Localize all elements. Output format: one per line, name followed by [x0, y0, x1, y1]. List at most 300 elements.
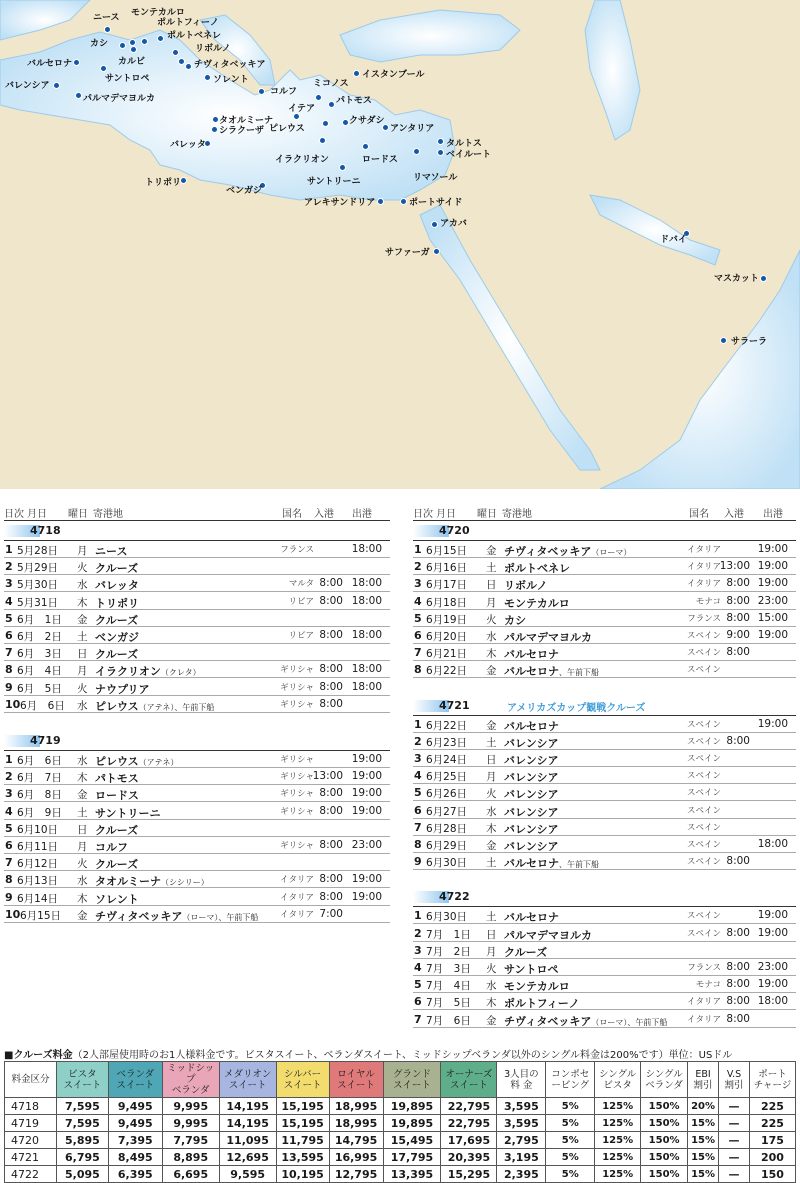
itinerary-row [413, 784, 796, 801]
country: ギリシャ [280, 699, 314, 710]
itinerary-row [4, 751, 390, 768]
price-cell: 20% [688, 1098, 719, 1115]
port-label: パルマデマヨルカ [83, 94, 156, 104]
price-cell: 150% [641, 1166, 688, 1183]
arrive-time: 8:00 [726, 611, 750, 624]
port-label: アレキサンドリア [304, 198, 376, 208]
port-dot [204, 74, 211, 81]
weekday: 金 [77, 613, 88, 626]
date: 7月 4日 [426, 980, 471, 993]
day-number: 9 [5, 890, 13, 904]
port-label: ポルトフィーノ [157, 18, 219, 28]
port-name: バレッタ [95, 579, 139, 593]
itinerary-header-left [4, 503, 390, 519]
country: スペイン [686, 840, 721, 850]
country: スペイン [686, 805, 721, 816]
itinerary-row [4, 661, 390, 678]
price-header-11: シングル ビスタ [595, 1062, 641, 1098]
itinerary-row [413, 575, 796, 592]
date: 7月 3日 [426, 963, 471, 975]
depart-time: 19:00 [351, 804, 382, 817]
port-dot [172, 49, 179, 56]
port-name: ピレウス（アテネ）、午前下船 [95, 699, 215, 713]
itinerary-row [413, 767, 796, 784]
country: フランス [687, 963, 721, 973]
country: スペイン [686, 631, 721, 641]
port-label: ベンガジ [226, 186, 263, 196]
weekday: 土 [486, 736, 497, 749]
price-header-10: コンポセ ービング [546, 1062, 595, 1098]
depart-time: 19:00 [757, 577, 788, 590]
weekday: 金 [77, 909, 88, 922]
depart-time: 19:00 [351, 890, 382, 903]
price-cell: 7,795 [162, 1132, 219, 1149]
port-note: （シシリー） [161, 878, 209, 888]
date: 6月15日 [426, 545, 468, 557]
itinerary-row [4, 906, 390, 923]
price-header-4: メダリオン スイート [219, 1062, 276, 1098]
cruise-header [413, 889, 796, 905]
port-label: イテア [288, 104, 316, 114]
depart-time: 18:00 [757, 838, 788, 850]
price-cell: 5% [546, 1098, 595, 1115]
country: フランス [280, 545, 314, 555]
header-day: 日次 [4, 509, 24, 520]
port-dot [104, 26, 111, 33]
price-cell: 125% [595, 1115, 641, 1132]
price-cell: 22,795 [441, 1098, 497, 1115]
depart-time: 19:00 [757, 926, 788, 939]
port-label: バレッタ [170, 140, 206, 150]
date: 6月 2日 [17, 631, 62, 643]
depart-time: 19:00 [351, 770, 382, 783]
price-cell: 15% [688, 1166, 719, 1183]
port-label: トリポリ [145, 178, 182, 188]
port-name: パルマデマヨルカ [504, 928, 592, 942]
header-date: 月日 [436, 509, 456, 520]
country: ギリシャ [280, 841, 314, 851]
arrive-time: 7:00 [319, 907, 343, 920]
weekday: 火 [77, 682, 88, 695]
divider [413, 520, 796, 521]
price-cell: 6,395 [108, 1166, 162, 1183]
header-depart: 出港 [763, 509, 783, 520]
cruise-header [413, 698, 796, 714]
weekday: 水 [77, 699, 88, 712]
port-dot [437, 149, 444, 156]
weekday: 月 [77, 841, 88, 853]
date: 6月 4日 [17, 665, 62, 678]
date: 6月 5日 [17, 682, 62, 695]
weekday: 月 [486, 771, 497, 784]
country: イタリア [686, 545, 721, 555]
weekday: 日 [486, 754, 497, 766]
weekday: 木 [77, 892, 88, 905]
price-cell: 175 [749, 1132, 795, 1149]
itinerary-row [413, 627, 796, 644]
port-name: ポルトベネレ [504, 562, 570, 576]
date: 6月12日 [17, 858, 59, 871]
price-title-bold: ■クルーズ料金 [4, 1050, 73, 1061]
port-label: サファーガ [385, 248, 430, 258]
port-name: タオルミーナ（シシリー） [95, 875, 209, 889]
depart-time: 18:00 [757, 995, 788, 1008]
country: スペイン [686, 928, 721, 939]
itinerary-row [413, 1011, 796, 1028]
cruise-header [4, 523, 390, 539]
price-cell: 125% [595, 1132, 641, 1149]
day-number: 1 [414, 543, 422, 556]
port-dot [53, 82, 60, 89]
arrive-time: 13:00 [719, 560, 750, 573]
itinerary-row [413, 925, 796, 942]
day-number: 9 [5, 680, 13, 694]
port-name: トリポリ [95, 596, 139, 610]
day-number: 3 [5, 787, 13, 801]
depart-time: 23:00 [757, 961, 788, 973]
port-name: リボルノ [504, 579, 548, 593]
cruise-code: 4721 [5, 1149, 57, 1166]
weekday: 金 [486, 840, 497, 852]
itinerary-row [4, 889, 390, 906]
weekday: 金 [486, 665, 497, 678]
itinerary-row [4, 627, 390, 644]
port-name: クルーズ [95, 648, 139, 662]
weekday: 土 [486, 562, 497, 575]
arrive-time: 8:00 [726, 855, 750, 868]
itinerary-row [413, 907, 796, 924]
port-name: クルーズ [95, 823, 139, 837]
itinerary-row [413, 750, 796, 767]
date: 7月 2日 [426, 945, 471, 958]
weekday: 火 [486, 613, 497, 626]
itinerary-row [413, 541, 796, 558]
date: 6月15日 [20, 909, 62, 922]
price-cell: 15% [688, 1132, 719, 1149]
weekday: 月 [77, 545, 88, 557]
price-header-5: シルバー スイート [276, 1062, 329, 1098]
price-cell: 15% [688, 1115, 719, 1132]
depart-time: 19:00 [351, 787, 382, 800]
price-cell: 7,395 [108, 1132, 162, 1149]
port-name: クルーズ [95, 562, 139, 576]
divider [4, 520, 390, 521]
header-weekday: 曜日 [477, 509, 497, 520]
weekday: 水 [77, 875, 88, 888]
weekday: 土 [486, 911, 497, 924]
date: 6月22日 [426, 719, 468, 732]
day-number: 6 [414, 629, 422, 642]
price-cell: 5% [546, 1149, 595, 1166]
itinerary-row [4, 610, 390, 627]
price-header-7: グランド スイート [383, 1062, 441, 1098]
port-name: ベンガジ [95, 631, 139, 644]
route-map [0, 0, 800, 489]
arrive-time: 8:00 [726, 1012, 750, 1025]
depart-time: 19:00 [757, 717, 788, 730]
arrive-time: 8:00 [319, 629, 343, 641]
price-cell: 15,195 [276, 1115, 329, 1132]
itinerary-row [4, 696, 390, 713]
header-country: 国名 [689, 509, 709, 520]
day-number: 1 [414, 717, 422, 731]
port-name: コルフ [95, 841, 128, 854]
port-name: バレンシア [504, 736, 559, 750]
weekday: 土 [77, 806, 88, 819]
port-name: クルーズ [95, 613, 139, 627]
date: 5月30日 [17, 579, 59, 592]
price-header-14: V.S 割引 [719, 1062, 750, 1098]
port-name: バレンシア [504, 840, 559, 853]
port-note: （アテネ） [138, 758, 179, 767]
arrive-time: 8:00 [726, 978, 750, 991]
weekday: 金 [486, 719, 497, 732]
date: 6月18日 [426, 596, 468, 609]
port-dot [178, 58, 185, 65]
itinerary-row [413, 802, 796, 819]
day-number: 4 [5, 594, 13, 608]
port-label: サントロペ [105, 74, 150, 84]
price-cell: 16,995 [329, 1149, 383, 1166]
depart-time: 15:00 [757, 611, 788, 624]
port-dot [437, 138, 444, 145]
price-cell: 125% [595, 1098, 641, 1115]
port-note: （クレタ） [160, 668, 201, 678]
weekday: 日 [77, 648, 88, 661]
price-cell: 7,595 [56, 1115, 108, 1132]
weekday: 土 [77, 631, 88, 643]
header-port: 寄港地 [502, 509, 532, 520]
itinerary-row [413, 558, 796, 575]
day-number: 8 [5, 873, 13, 887]
day-number: 3 [414, 577, 422, 591]
arrive-time: 8:00 [726, 646, 750, 659]
depart-time: 18:00 [351, 577, 382, 590]
price-cell: 8,895 [162, 1149, 219, 1166]
itinerary-row [4, 575, 390, 592]
depart-time: 18:00 [351, 680, 382, 693]
price-cell: 15,495 [383, 1132, 441, 1149]
country: ギリシャ [280, 755, 314, 765]
weekday: 火 [77, 858, 88, 871]
price-cell: — [719, 1149, 750, 1166]
country: イタリア [279, 875, 314, 886]
country: スペイン [686, 771, 721, 782]
port-dot [431, 221, 438, 228]
cruise-number: 4719 [30, 734, 61, 747]
port-note: （ローマ）、午前下船 [591, 1017, 668, 1027]
port-label: パトモス [336, 96, 372, 106]
itinerary-row [4, 785, 390, 802]
date: 6月30日 [426, 911, 468, 924]
weekday: 火 [486, 963, 497, 975]
itinerary-row [4, 854, 390, 871]
port-label: ミコノス [313, 79, 349, 89]
date: 6月16日 [426, 562, 468, 575]
header-port: 寄港地 [93, 509, 123, 520]
country: ギリシャ [280, 665, 314, 676]
price-cell: 6,695 [162, 1166, 219, 1183]
itinerary-row [413, 942, 796, 959]
price-row [5, 1098, 796, 1115]
date: 6月17日 [426, 579, 468, 592]
header-day: 日次 [413, 509, 433, 520]
port-label: ピレウス [269, 124, 305, 134]
port-name: サントロペ [504, 963, 559, 976]
country: イタリア [279, 892, 314, 903]
arrive-time: 8:00 [726, 961, 750, 973]
country: ギリシャ [280, 789, 314, 800]
country: イタリア [279, 909, 314, 920]
port-name: バレンシア [504, 754, 559, 767]
price-cell: 150% [641, 1115, 688, 1132]
day-number: 10 [5, 697, 21, 711]
arrive-time: 8:00 [319, 680, 343, 693]
port-name: サントリーニ [95, 806, 161, 820]
date: 6月23日 [426, 736, 468, 749]
port-name: バルセロナ [504, 648, 559, 662]
weekday: 火 [77, 562, 88, 575]
price-cell: 18,995 [329, 1098, 383, 1115]
day-number: 4 [5, 804, 13, 818]
weekday: 日 [486, 928, 497, 941]
arrive-time: 8:00 [319, 594, 343, 607]
date: 6月13日 [17, 875, 59, 888]
price-cell: 125% [595, 1166, 641, 1183]
depart-time: 18:00 [351, 594, 382, 607]
country: リビア [288, 631, 314, 641]
price-row [5, 1132, 796, 1149]
country: イタリア [686, 1014, 721, 1025]
itinerary-header-right [413, 503, 796, 519]
arrive-time: 8:00 [726, 594, 750, 607]
day-number: 3 [5, 577, 13, 591]
price-header-12: シングル ベランダ [641, 1062, 688, 1098]
day-number: 5 [5, 611, 13, 625]
price-cell: 14,195 [219, 1115, 276, 1132]
port-name: ソレント [95, 892, 139, 906]
price-cell: 2,395 [497, 1166, 546, 1183]
port-name: ニース [95, 545, 128, 558]
country: スペイン [686, 822, 721, 833]
arrive-time: 13:00 [312, 770, 343, 783]
price-title [4, 1046, 732, 1061]
price-cell: 13,395 [383, 1166, 441, 1183]
day-number: 10 [5, 907, 21, 921]
port-note: （アテネ）、午前下船 [138, 702, 215, 712]
port-name: チヴィタベッキア（ローマ） [504, 545, 632, 558]
port-name: バルセロナ [504, 719, 559, 733]
port-name: カシ [504, 613, 526, 627]
day-number: 7 [414, 820, 422, 834]
price-cell: 225 [749, 1098, 795, 1115]
weekday: 日 [486, 579, 497, 592]
day-number: 7 [5, 646, 13, 660]
day-number: 7 [5, 856, 13, 870]
price-cell: 11,795 [276, 1132, 329, 1149]
day-number: 7 [414, 1012, 422, 1026]
itinerary-row [4, 593, 390, 610]
day-number: 2 [414, 926, 422, 940]
country: スペイン [686, 648, 721, 659]
price-header-13: EBI 割引 [688, 1062, 719, 1098]
port-note: （ローマ）、午前下船 [182, 912, 259, 922]
port-label: イスタンブール [362, 70, 425, 80]
port-dot [315, 94, 322, 101]
day-number: 5 [5, 821, 13, 835]
date: 6月30日 [426, 857, 468, 870]
price-header-1: ビスタ スイート [56, 1062, 108, 1098]
port-label: イラクリオン [275, 155, 329, 165]
port-dot [212, 116, 219, 123]
price-cell: 19,895 [383, 1115, 441, 1132]
day-number: 3 [414, 752, 422, 765]
port-dot [211, 126, 218, 133]
port-label: サラーラ [731, 337, 768, 347]
port-label: ポルトベネレ [167, 31, 222, 41]
itinerary-row [413, 836, 796, 853]
day-number: 7 [414, 646, 422, 660]
port-label: リマソール [413, 173, 458, 183]
itinerary-row [413, 959, 796, 976]
depart-time: 19:00 [757, 543, 788, 555]
port-label: サントリーニ [307, 177, 361, 187]
country: ギリシャ [280, 682, 314, 693]
port-name: クルーズ [504, 945, 548, 959]
day-number: 2 [414, 734, 422, 748]
day-number: 6 [5, 839, 13, 852]
day-number: 8 [5, 663, 13, 677]
itinerary-row [4, 679, 390, 696]
port-dot [339, 164, 346, 171]
depart-time: 18:00 [351, 543, 382, 555]
port-label: タオルミーナ [219, 116, 274, 126]
price-cell: 125% [595, 1149, 641, 1166]
date: 6月 7日 [17, 772, 62, 785]
depart-time: 23:00 [351, 839, 382, 851]
port-label: リボルノ [195, 44, 231, 54]
depart-time: 19:00 [757, 978, 788, 991]
header-country: 国名 [282, 509, 302, 520]
price-cell: 9,995 [162, 1115, 219, 1132]
arrive-time: 8:00 [319, 787, 343, 800]
port-label: クサダシ [349, 116, 385, 126]
port-dot [180, 177, 187, 184]
price-cell: 7,595 [56, 1098, 108, 1115]
arrive-time: 8:00 [319, 873, 343, 886]
port-label: モンテカルロ [131, 8, 185, 18]
port-dot [353, 70, 360, 77]
arrive-time: 8:00 [726, 995, 750, 1008]
country: スペイン [686, 665, 721, 676]
port-dot [362, 143, 369, 150]
date: 6月20日 [426, 631, 468, 643]
itinerary-row [4, 541, 390, 558]
date: 6月28日 [426, 822, 468, 835]
price-table [4, 1061, 796, 1183]
country: リビア [288, 596, 314, 607]
price-header-0: 料金区分 [5, 1062, 57, 1098]
port-name: モンテカルロ [504, 980, 570, 994]
arrive-time: 8:00 [319, 839, 343, 851]
country: マルタ [288, 579, 314, 590]
port-name: モンテカルロ [504, 596, 570, 610]
price-cell: 12,795 [329, 1166, 383, 1183]
price-cell: — [719, 1098, 750, 1115]
price-cell: 15% [688, 1149, 719, 1166]
port-dot [75, 92, 82, 99]
arrive-time: 8:00 [319, 663, 343, 676]
